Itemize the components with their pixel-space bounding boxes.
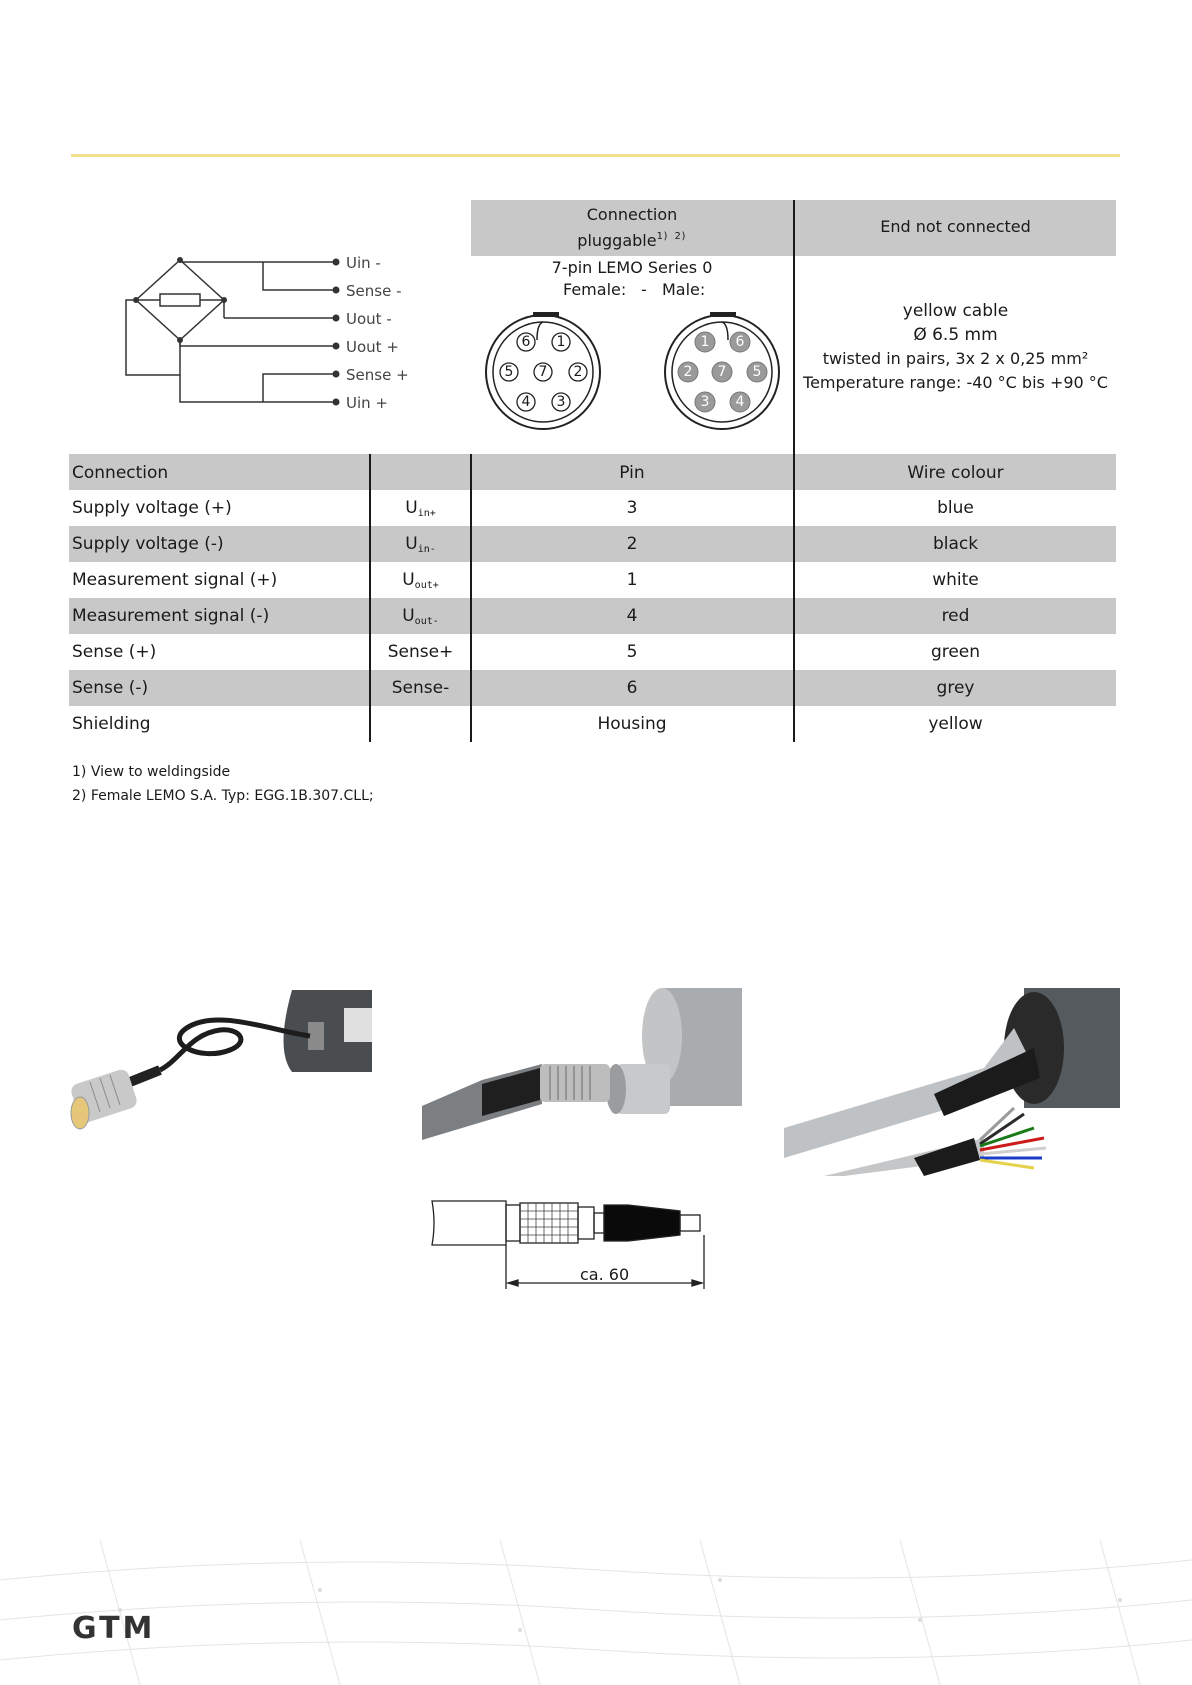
schematic-label-uout-plus: Uout + — [346, 338, 399, 356]
male-pin-1: 1 — [700, 334, 710, 350]
row4-colour: red — [941, 606, 970, 626]
female-pin-7: 7 — [538, 364, 548, 380]
connection-header-footnote-ref: 1) 2) — [656, 231, 687, 242]
row7-colour: yellow — [928, 714, 983, 734]
row5-symbol-main: Sense+ — [387, 642, 454, 662]
row4-symbol-sub: out- — [414, 616, 439, 627]
row4-symbol-main: U — [402, 606, 415, 626]
row4-symbol — [371, 606, 470, 632]
row1-colour: blue — [937, 498, 974, 518]
header-rule — [71, 154, 1120, 157]
schematic-label-uin-minus: Uin - — [346, 254, 381, 272]
row4-pin: 4 — [626, 606, 638, 626]
row7-pin: Housing — [597, 714, 667, 734]
row2-connection: Supply voltage (-) — [72, 534, 224, 554]
row1-symbol-main: U — [405, 498, 418, 518]
male-pin-6: 6 — [735, 334, 745, 350]
lemo-female-label: Female: — [563, 280, 627, 299]
row5-symbol — [371, 642, 470, 662]
connection-header-line1: Connection — [586, 205, 678, 224]
bridge-schematic — [118, 250, 428, 415]
row1-symbol — [371, 498, 470, 524]
row5-pin: 5 — [626, 642, 638, 662]
schematic-label-uin-plus: Uin + — [346, 394, 388, 412]
male-pin-5: 5 — [752, 364, 762, 380]
female-pin-1: 1 — [556, 334, 566, 350]
schematic-label-sense-minus: Sense - — [346, 282, 402, 300]
row3-symbol-sub: out+ — [414, 580, 439, 591]
schematic-label-uout-minus: Uout - — [346, 310, 392, 328]
row5-connection: Sense (+) — [72, 642, 157, 662]
row2-symbol-main: U — [405, 534, 418, 554]
gtm-logo: GTM — [72, 1611, 156, 1646]
table-header-pin: Pin — [619, 463, 645, 483]
female-pin-4: 4 — [521, 394, 531, 410]
lemo-dash: - — [641, 280, 647, 299]
cable-info-line1: yellow cable — [902, 301, 1009, 321]
footer-network-background — [0, 1540, 1192, 1685]
female-pin-6: 6 — [521, 334, 531, 350]
cable-info-line4: Temperature range: -40 °C bis +90 °C — [803, 373, 1108, 392]
row6-pin: 6 — [626, 678, 638, 698]
row3-symbol-main: U — [402, 570, 415, 590]
row6-connection: Sense (-) — [72, 678, 149, 698]
photo-open-cable-end — [784, 988, 1120, 1176]
photo-connector-plugging — [422, 988, 742, 1140]
cable-info-line2: Ø 6.5 mm — [913, 325, 998, 345]
row6-symbol-main: Sense- — [391, 678, 450, 698]
row2-symbol-sub: in- — [417, 544, 436, 555]
male-pin-4: 4 — [735, 394, 745, 410]
row5-colour: green — [930, 642, 981, 662]
male-pin-2: 2 — [683, 364, 693, 380]
female-pin-3: 3 — [556, 394, 566, 410]
lemo-title: 7-pin LEMO Series 0 — [551, 258, 713, 277]
dimension-label: ca. 60 — [580, 1265, 630, 1284]
row3-pin: 1 — [626, 570, 638, 590]
row4-connection: Measurement signal (-) — [72, 606, 270, 626]
lemo-male-label: Male: — [662, 280, 706, 299]
row2-pin: 2 — [626, 534, 638, 554]
row1-connection: Supply voltage (+) — [72, 498, 232, 518]
male-pin-3: 3 — [700, 394, 710, 410]
cable-info-line3: twisted in pairs, 3x 2 x 0,25 mm² — [822, 349, 1089, 368]
row6-colour: grey — [936, 678, 975, 698]
end-not-connected-label: End not connected — [880, 217, 1031, 236]
row6-symbol — [371, 678, 470, 698]
connection-header-line2 — [471, 227, 793, 251]
row3-connection: Measurement signal (+) — [72, 570, 278, 590]
table-header-connection: Connection — [72, 463, 169, 483]
row3-colour: white — [932, 570, 979, 590]
row3-symbol — [371, 570, 470, 596]
photo-connector-cable — [70, 990, 372, 1140]
row1-symbol-sub: in+ — [417, 508, 436, 519]
table-header-wire-colour: Wire colour — [907, 463, 1004, 483]
footnote-1: 1) View to weldingside — [72, 764, 231, 780]
row2-symbol — [371, 534, 470, 560]
footnote-2: 2) Female LEMO S.A. Typ: EGG.1B.307.CLL; — [72, 788, 374, 804]
female-pin-2: 2 — [573, 364, 583, 380]
schematic-label-sense-plus: Sense + — [346, 366, 409, 384]
male-pin-7: 7 — [717, 364, 727, 380]
row7-connection: Shielding — [72, 714, 151, 734]
female-pin-5: 5 — [504, 364, 514, 380]
row1-pin: 3 — [626, 498, 638, 518]
connection-header-pluggable: pluggable — [577, 231, 657, 250]
row2-colour: black — [932, 534, 979, 554]
